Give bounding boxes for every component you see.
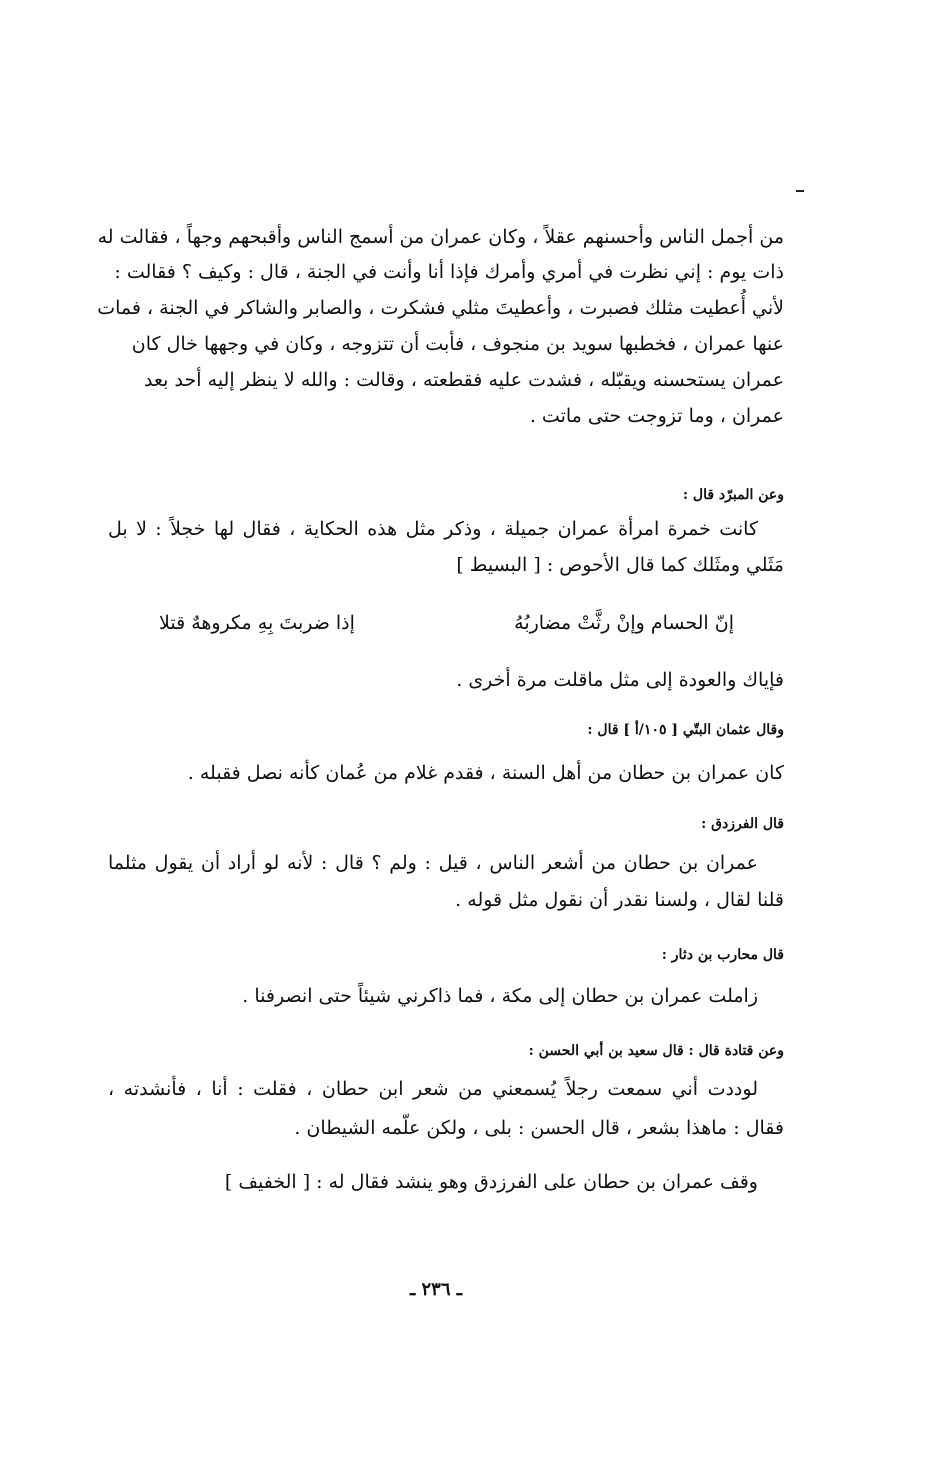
verse-second-hemistich: إذا ضربتَ بِهِ مكروههٌ قتلا xyxy=(159,612,355,634)
text-line: عمران ، وما تزوجت حتى ماتت . xyxy=(529,405,784,427)
text-line: عمران بن حطان من أشعر الناس ، قيل : ولم ؟ قال : لأنه لو أراد أن يقول مثلما xyxy=(108,852,758,874)
text-line: لأني أُعطيت مثلك فصبرت ، وأعطيتَ مثلي فشكرت ، والصابر والشاكر في الجنة ، فمات xyxy=(97,297,784,319)
text-line: مَثَلي ومثَلك كما قال الأحوص : [ البسيط ] xyxy=(456,554,784,576)
section-heading: قال محارب بن دثار : xyxy=(661,947,784,963)
text-line: من أجمل الناس وأحسنهم عقلاً ، وكان عمران من أسمج الناس وأقبحهم وجهاً ، فقالت له xyxy=(97,226,784,248)
text-line: فقال : ماهذا بشعر ، قال الحسن : بلى ، ولكن علّمه الشيطان . xyxy=(294,1117,784,1139)
section-heading: وقال عثمان البتّي [ ١٠٥/أ ] قال : xyxy=(587,722,784,738)
text-line: عنها عمران ، فخطبها سويد بن منجوف ، فأبت أن تتزوجه ، وكان في وجهها خال كان xyxy=(131,333,784,355)
section-heading: قال الفرزدق : xyxy=(701,816,784,832)
page-number: ـ ٢٣٦ ـ xyxy=(409,1279,463,1300)
poem-verse xyxy=(159,608,784,640)
text-line: قلنا لقال ، ولسنا نقدر أن نقول مثل قوله . xyxy=(455,889,784,911)
text-line: عمران يستحسنه ويقبّله ، فشدت عليه فقطعته ، وقالت : والله لا ينظر إليه أحد بعد xyxy=(144,369,784,391)
text-line: كان عمران بن حطان من أهل السنة ، فقدم غلام من عُمان كأنه نصل فقبله . xyxy=(187,762,784,784)
text-line: ذات يوم : إني نظرت في أمري وأمرك فإذا أنا وأنت في الجنة ، قال : وكيف ؟ فقالت : xyxy=(114,261,784,283)
text-line: لوددت أني سمعت رجلاً يُسمعني من شعر ابن حطان ، فقلت : أنا ، فأنشدته ، xyxy=(108,1078,758,1100)
text-line: وقف عمران بن حطان على الفرزدق وهو ينشد فقال له : [ الخفيف ] xyxy=(224,1171,758,1193)
text-line: فإياك والعودة إلى مثل ماقلت مرة أخرى . xyxy=(456,669,784,691)
text-line: زاملت عمران بن حطان إلى مكة ، فما ذاكرني شيئاً حتى انصرفنا . xyxy=(242,985,758,1007)
text-line: كانت خمرة امرأة عمران جميلة ، وذكر مثل هذه الحكاية ، فقال لها خجلاً : لا بل xyxy=(108,518,758,540)
section-heading: وعن قتادة قال : قال سعيد بن أبي الحسن : xyxy=(528,1043,784,1059)
verse-first-hemistich: إنّ الحسام وإنْ رثَّتْ مضاربُهُ xyxy=(514,612,734,634)
stray-mark xyxy=(796,190,804,192)
section-heading: وعن المبرّد قال : xyxy=(682,487,784,503)
